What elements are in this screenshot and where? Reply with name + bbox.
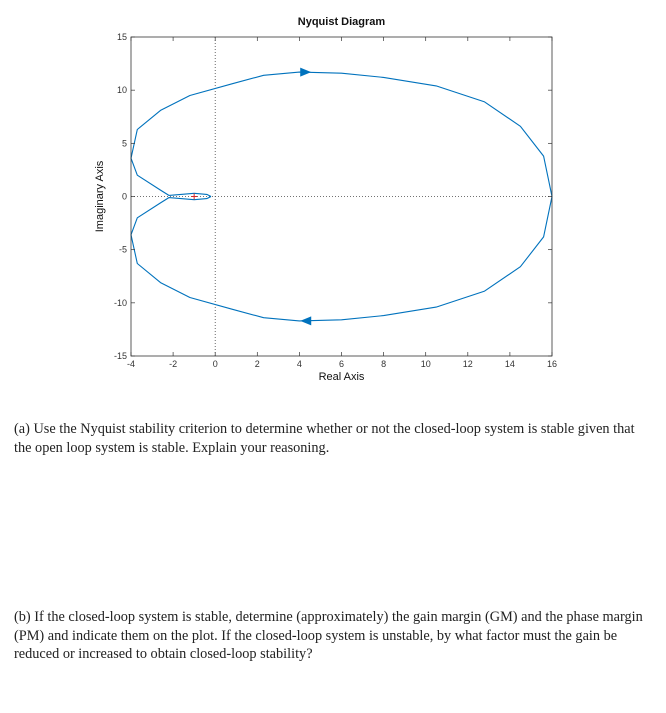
y-tick-label: -15 [113,351,127,361]
x-tick-label: -4 [126,359,136,369]
upper-branch-line [131,72,552,196]
lower-branch-line [131,197,552,321]
y-tick-label: -5 [118,244,127,255]
x-tick-label: -2 [169,359,178,369]
x-tick-label: 2 [254,359,260,369]
y-tick-label: -10 [113,297,127,308]
axis-ticks [114,32,557,369]
x-tick-label: 6 [338,359,345,369]
x-tick-label: 0 [212,359,218,369]
y-tick-label: 5 [121,138,127,149]
y-axis-title: Imaginary Axis [94,160,106,233]
y-tick-label: 0 [121,191,127,202]
x-tick-label: 16 [546,359,558,369]
direction-arrow-1 [300,68,311,77]
x-tick-label: 10 [420,359,431,369]
question-b: (b) If the closed-loop system is stable, determine (approximately) the gain margin (GM) and the phase margin (PM) and indicate them on the plot. If the closed-loop system is unstable, by what factor must the gain be reduced or increased to obtain closed-loop stability? [14,609,643,662]
direction-arrow-2 [300,316,311,325]
x-tick-label: 4 [296,359,302,369]
x-tick-label: 8 [381,359,387,369]
chart-title: Nyquist Diagram [297,16,386,28]
x-tick-label: 14 [504,359,515,369]
y-tick-label: 15 [116,32,127,42]
x-tick-label: 12 [462,359,473,369]
x-axis-title: Real Axis [318,371,365,383]
y-tick-label: 10 [116,85,127,96]
question-a: (a) Use the Nyquist stability criterion to determine whether or not the closed-loop system is stable given that the open loop system is stable. Explain your reasoning. [14,421,635,456]
